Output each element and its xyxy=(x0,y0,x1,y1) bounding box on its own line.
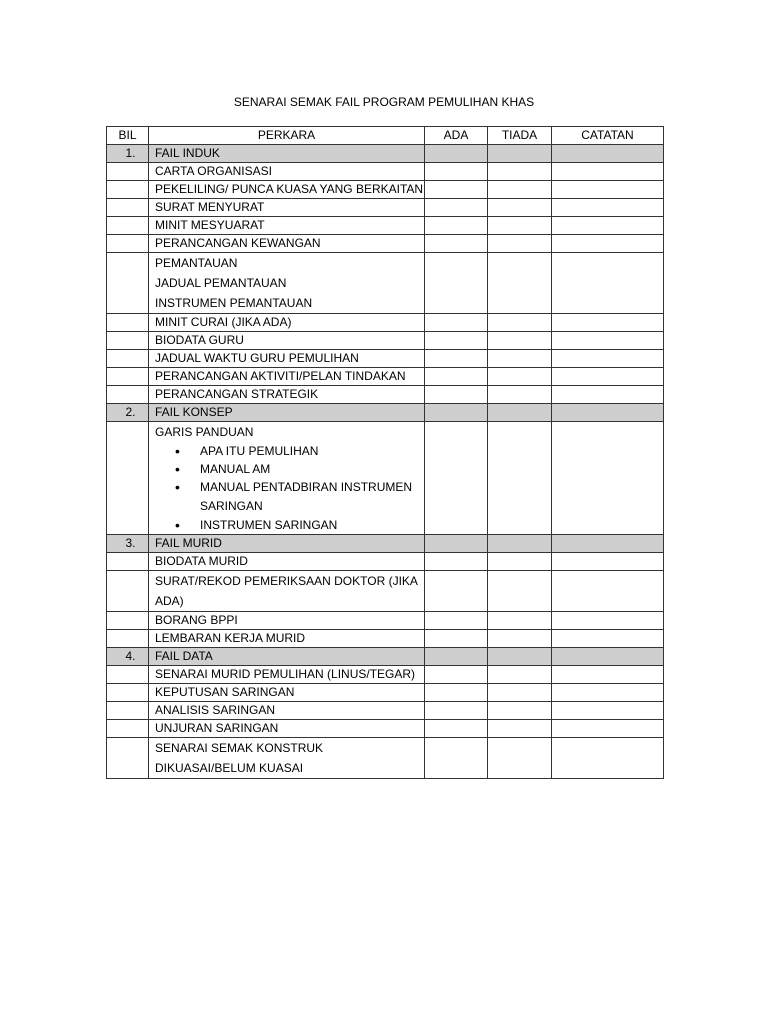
ada-cell xyxy=(425,553,488,571)
bil-cell xyxy=(107,422,149,535)
checklist-table xyxy=(106,126,664,779)
ada-cell xyxy=(425,422,488,535)
tiada-cell xyxy=(488,145,552,163)
catatan-cell xyxy=(552,612,664,630)
catatan-cell xyxy=(552,571,664,612)
tiada-cell xyxy=(488,332,552,350)
bil-cell xyxy=(107,253,149,314)
catatan-cell xyxy=(552,630,664,648)
bil-cell xyxy=(107,684,149,702)
bullet-text: MANUAL PENTADBIRAN INSTRUMEN xyxy=(200,480,413,494)
section-row-fail-induk xyxy=(107,145,664,163)
section-title: FAIL DATA xyxy=(149,648,425,666)
table-row-pemantauan xyxy=(107,253,664,314)
table-row xyxy=(107,217,664,235)
bil-cell xyxy=(107,738,149,779)
header-catatan: CATATAN xyxy=(552,127,664,145)
ada-cell xyxy=(425,386,488,404)
tiada-cell xyxy=(488,314,552,332)
item-label: MINIT MESYUARAT xyxy=(149,217,425,235)
item-label: PERANCANGAN STRATEGIK xyxy=(149,386,425,404)
catatan-cell xyxy=(552,666,664,684)
catatan-cell xyxy=(552,404,664,422)
bil-cell xyxy=(107,702,149,720)
bil-cell xyxy=(107,720,149,738)
bullet-icon: • xyxy=(175,461,180,477)
ada-cell xyxy=(425,648,488,666)
bil-cell xyxy=(107,612,149,630)
item-label-continuation: ADA) xyxy=(155,594,184,608)
tiada-cell xyxy=(488,199,552,217)
tiada-cell xyxy=(488,702,552,720)
item-label-continuation: DIKUASAI/BELUM KUASAI xyxy=(155,761,304,775)
item-label: SURAT MENYURAT xyxy=(149,199,425,217)
ada-cell xyxy=(425,738,488,779)
table-row-konstruk xyxy=(107,738,664,779)
tiada-cell xyxy=(488,553,552,571)
bil-cell xyxy=(107,386,149,404)
item-label: GARIS PANDUAN xyxy=(155,425,254,439)
item-label-group xyxy=(149,738,425,779)
ada-cell xyxy=(425,253,488,314)
item-label: PEKELILING/ PUNCA KUASA YANG BERKAITAN xyxy=(149,181,425,199)
catatan-cell xyxy=(552,720,664,738)
section-row-fail-konsep xyxy=(107,404,664,422)
table-row xyxy=(107,368,664,386)
catatan-cell xyxy=(552,553,664,571)
table-row-garis-panduan xyxy=(107,422,664,535)
tiada-cell xyxy=(488,666,552,684)
bullet-list xyxy=(155,442,424,534)
ada-cell xyxy=(425,199,488,217)
table-row xyxy=(107,720,664,738)
bil-cell xyxy=(107,314,149,332)
item-label: LEMBARAN KERJA MURID xyxy=(149,630,425,648)
bil-cell xyxy=(107,199,149,217)
header-ada: ADA xyxy=(425,127,488,145)
header-perkara: PERKARA xyxy=(149,127,425,145)
item-label: MINIT CURAI (JIKA ADA) xyxy=(149,314,425,332)
item-label: KEPUTUSAN SARINGAN xyxy=(149,684,425,702)
section-title: FAIL MURID xyxy=(149,535,425,553)
item-label: JADUAL PEMANTAUAN xyxy=(155,276,287,290)
bullet-icon: • xyxy=(175,517,180,533)
ada-cell xyxy=(425,235,488,253)
tiada-cell xyxy=(488,535,552,553)
header-tiada: TIADA xyxy=(488,127,552,145)
bullet-item xyxy=(155,516,424,534)
tiada-cell xyxy=(488,368,552,386)
tiada-cell xyxy=(488,404,552,422)
ada-cell xyxy=(425,332,488,350)
bullet-icon: • xyxy=(175,479,180,495)
ada-cell xyxy=(425,666,488,684)
table-row xyxy=(107,630,664,648)
ada-cell xyxy=(425,630,488,648)
item-label: PERANCANGAN AKTIVITI/PELAN TINDAKAN xyxy=(149,368,425,386)
item-label-group xyxy=(149,253,425,314)
ada-cell xyxy=(425,684,488,702)
item-label: JADUAL WAKTU GURU PEMULIHAN xyxy=(149,350,425,368)
table-row xyxy=(107,684,664,702)
table-row xyxy=(107,386,664,404)
tiada-cell xyxy=(488,422,552,535)
catatan-cell xyxy=(552,181,664,199)
table-row xyxy=(107,181,664,199)
bil-cell xyxy=(107,163,149,181)
item-label: BIODATA MURID xyxy=(149,553,425,571)
item-label: SENARAI SEMAK KONSTRUK xyxy=(155,741,324,755)
bullet-icon: • xyxy=(175,443,180,459)
catatan-cell xyxy=(552,217,664,235)
table-row xyxy=(107,314,664,332)
table-row xyxy=(107,332,664,350)
bullet-text-continuation: SARINGAN xyxy=(200,499,263,513)
bullet-item xyxy=(155,460,424,478)
tiada-cell xyxy=(488,738,552,779)
ada-cell xyxy=(425,571,488,612)
tiada-cell xyxy=(488,235,552,253)
table-row xyxy=(107,702,664,720)
bil-cell xyxy=(107,235,149,253)
item-label: PEMANTAUAN xyxy=(155,256,238,270)
bil-cell xyxy=(107,571,149,612)
ada-cell xyxy=(425,368,488,386)
catatan-cell xyxy=(552,350,664,368)
ada-cell xyxy=(425,314,488,332)
table-row xyxy=(107,553,664,571)
section-number: 3. xyxy=(107,535,149,553)
section-row-fail-murid xyxy=(107,535,664,553)
item-label: SURAT/REKOD PEMERIKSAAN DOKTOR (JIKA xyxy=(155,574,418,588)
catatan-cell xyxy=(552,535,664,553)
tiada-cell xyxy=(488,630,552,648)
item-label: PERANCANGAN KEWANGAN xyxy=(149,235,425,253)
tiada-cell xyxy=(488,253,552,314)
catatan-cell xyxy=(552,163,664,181)
bil-cell xyxy=(107,630,149,648)
section-row-fail-data xyxy=(107,648,664,666)
bil-cell xyxy=(107,217,149,235)
catatan-cell xyxy=(552,702,664,720)
tiada-cell xyxy=(488,612,552,630)
bullet-item xyxy=(155,442,424,460)
page-title: SENARAI SEMAK FAIL PROGRAM PEMULIHAN KHAS xyxy=(233,95,535,109)
catatan-cell xyxy=(552,368,664,386)
item-label-group xyxy=(149,422,425,535)
item-label: BORANG BPPI xyxy=(149,612,425,630)
catatan-cell xyxy=(552,684,664,702)
bullet-text: INSTRUMEN SARINGAN xyxy=(200,518,338,532)
table-row-surat-doktor xyxy=(107,571,664,612)
tiada-cell xyxy=(488,163,552,181)
catatan-cell xyxy=(552,386,664,404)
header-bil: BIL xyxy=(107,127,149,145)
ada-cell xyxy=(425,163,488,181)
bil-cell xyxy=(107,553,149,571)
ada-cell xyxy=(425,181,488,199)
item-label: INSTRUMEN PEMANTAUAN xyxy=(155,296,313,310)
catatan-cell xyxy=(552,314,664,332)
table-row xyxy=(107,666,664,684)
item-label: SENARAI MURID PEMULIHAN (LINUS/TEGAR) xyxy=(149,666,425,684)
catatan-cell xyxy=(552,199,664,217)
ada-cell xyxy=(425,612,488,630)
tiada-cell xyxy=(488,386,552,404)
tiada-cell xyxy=(488,217,552,235)
ada-cell xyxy=(425,702,488,720)
tiada-cell xyxy=(488,684,552,702)
item-label: BIODATA GURU xyxy=(149,332,425,350)
item-label-group xyxy=(149,571,425,612)
catatan-cell xyxy=(552,422,664,535)
item-label: UNJURAN SARINGAN xyxy=(149,720,425,738)
bil-cell xyxy=(107,181,149,199)
bullet-text: APA ITU PEMULIHAN xyxy=(200,444,319,458)
table-row xyxy=(107,235,664,253)
tiada-cell xyxy=(488,181,552,199)
bil-cell xyxy=(107,350,149,368)
catatan-cell xyxy=(552,145,664,163)
ada-cell xyxy=(425,535,488,553)
section-number: 4. xyxy=(107,648,149,666)
bil-cell xyxy=(107,368,149,386)
ada-cell xyxy=(425,404,488,422)
bullet-text: MANUAL AM xyxy=(200,462,271,476)
header-row xyxy=(107,127,664,145)
catatan-cell xyxy=(552,253,664,314)
tiada-cell xyxy=(488,720,552,738)
catatan-cell xyxy=(552,235,664,253)
table-row xyxy=(107,350,664,368)
section-number: 1. xyxy=(107,145,149,163)
ada-cell xyxy=(425,350,488,368)
table-row xyxy=(107,612,664,630)
section-number: 2. xyxy=(107,404,149,422)
bil-cell xyxy=(107,666,149,684)
tiada-cell xyxy=(488,350,552,368)
item-label: CARTA ORGANISASI xyxy=(149,163,425,181)
ada-cell xyxy=(425,217,488,235)
section-title: FAIL KONSEP xyxy=(149,404,425,422)
table-row xyxy=(107,163,664,181)
ada-cell xyxy=(425,145,488,163)
table-row xyxy=(107,199,664,217)
catatan-cell xyxy=(552,332,664,350)
tiada-cell xyxy=(488,571,552,612)
bil-cell xyxy=(107,332,149,350)
bullet-item xyxy=(155,478,424,516)
catatan-cell xyxy=(552,738,664,779)
catatan-cell xyxy=(552,648,664,666)
section-title: FAIL INDUK xyxy=(149,145,425,163)
tiada-cell xyxy=(488,648,552,666)
item-label: ANALISIS SARINGAN xyxy=(149,702,425,720)
ada-cell xyxy=(425,720,488,738)
